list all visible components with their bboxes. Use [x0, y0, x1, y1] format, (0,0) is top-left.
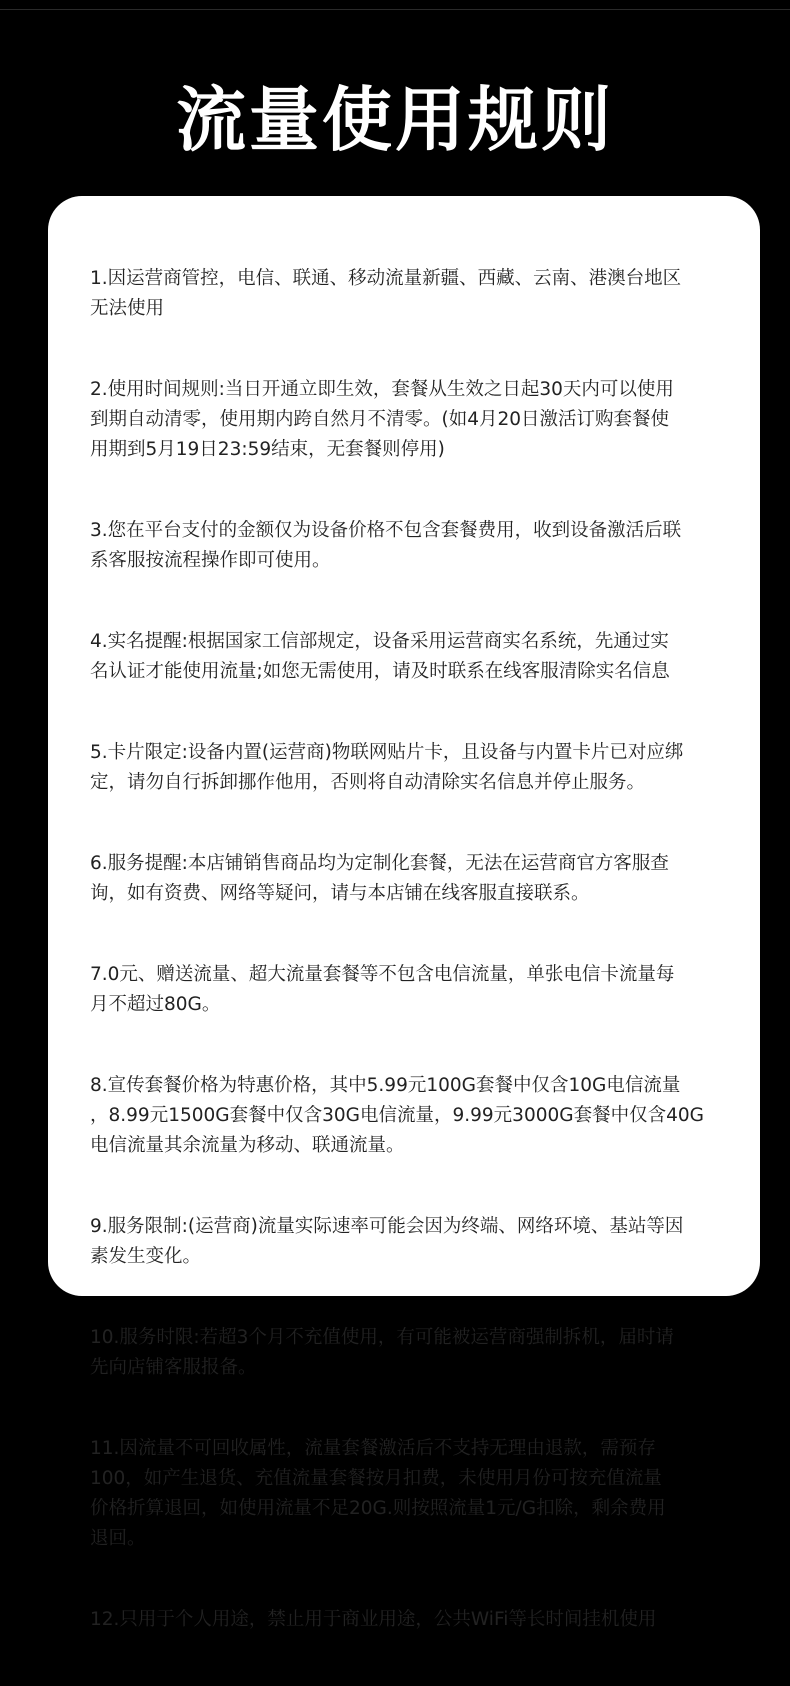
rule-item: 7.0元、赠送流量、超大流量套餐等不包含电信流量，单张电信卡流量每 月不超过80G。 [90, 964, 675, 1015]
rule-item: 2.使用时间规则:当日开通立即生效，套餐从生效之日起30天内可以使用 到期自动清零，使用期内跨自然月不清零。(如4月20日激活订购套餐使 用期到5月19日23:59结束，无套餐则停用) [90, 379, 674, 460]
rule-item: 3.您在平台支付的金额仅为设备价格不包含套餐费用，收到设备激活后联 系客服按流程操作即可使用。 [90, 520, 682, 571]
rule-item: 1.因运营商管控，电信、联通、移动流量新疆、西藏、云南、港澳台地区 无法使用 [90, 268, 682, 319]
top-divider [0, 9, 790, 10]
rule-item: 4.实名提醒:根据国家工信部规定，设备采用运营商实名系统，先通过实 名认证才能使用流量;如您无需使用，请及时联系在线客服清除实名信息 [90, 631, 670, 682]
rule-item: 10.服务时限:若超3个月不充值使用，有可能被运营商强制拆机，届时请 先向店铺客服报备。 [90, 1327, 674, 1378]
page-title: 流量使用规则 [176, 79, 614, 161]
rules-card[interactable] [48, 196, 760, 1630]
rule-item: 8.宣传套餐价格为特惠价格，其中5.99元100G套餐中仅含10G电信流量 ，8.99元1500G套餐中仅含30G电信流量，9.99元3000G套餐中仅含40G 电信流量其余流量为移动、联通流量。 [90, 1075, 704, 1156]
rules-list [90, 234, 722, 1686]
rule-item: 6.服务提醒:本店铺销售商品均为定制化套餐，无法在运营商官方客服查 询，如有资费、网络等疑问，请与本店铺在线客服直接联系。 [90, 853, 669, 904]
rule-item: 5.卡片限定:设备内置(运营商)物联网贴片卡，且设备与内置卡片已对应绑 定，请勿自行拆卸挪作他用，否则将自动清除实名信息并停止服务。 [90, 742, 684, 793]
rule-item: 12.只用于个人用途，禁止用于商业用途，公共WiFi等长时间挂机使用 [90, 1609, 657, 1630]
rule-item: 9.服务限制:(运营商)流量实际速率可能会因为终端、网络环境、基站等因 素发生变化。 [90, 1216, 684, 1267]
rule-item: 11.因流量不可回收属性，流量套餐激活后不支持无理由退款，需预存 100，如产生退货、充值流量套餐按月扣费，未使用月份可按充值流量 价格折算退回，如使用流量不足20G.则按照流量1元/G扣除，剩余费用 退回。 [90, 1438, 666, 1549]
